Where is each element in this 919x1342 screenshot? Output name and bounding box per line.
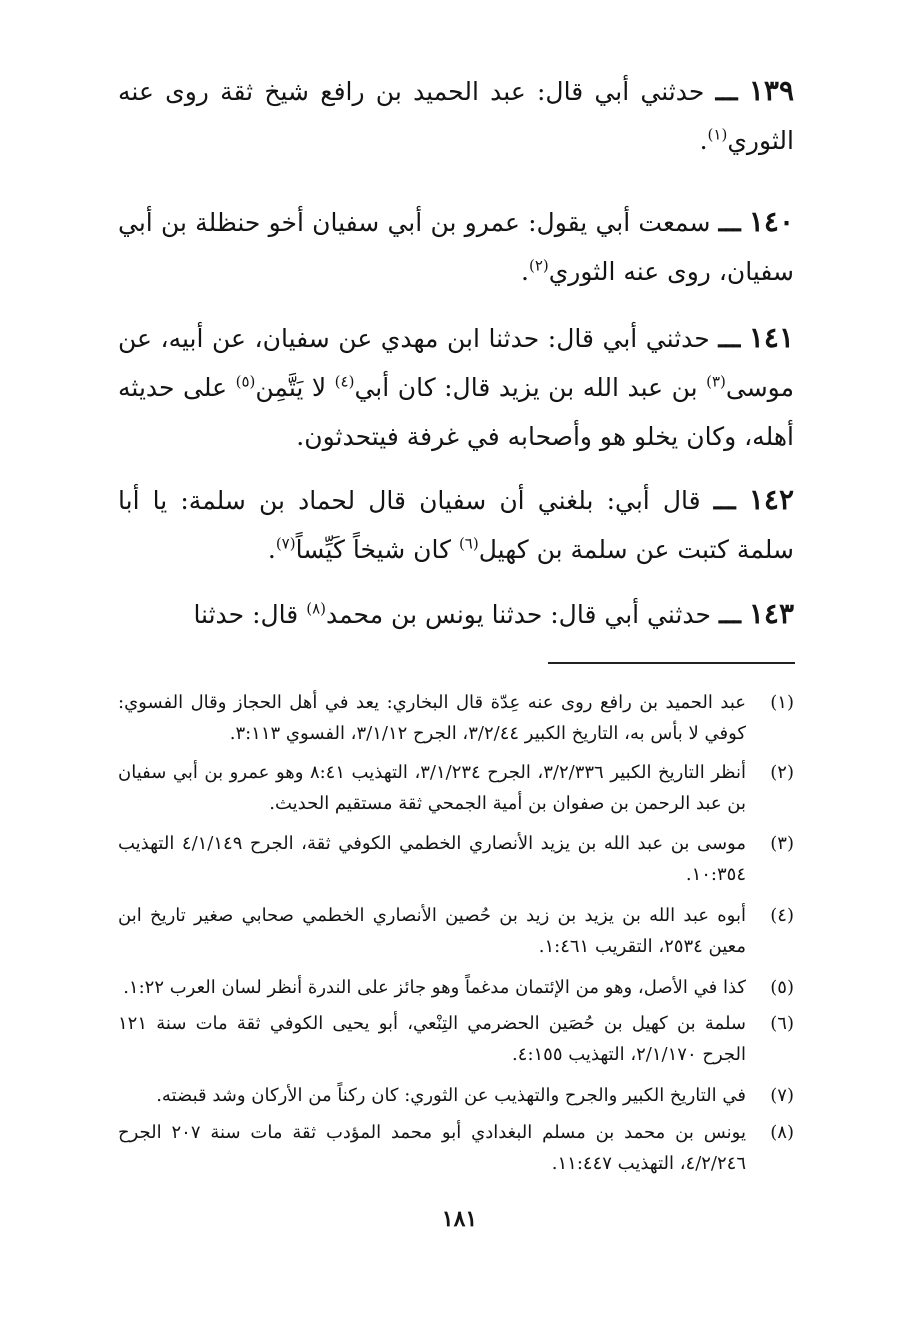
footnote-mark: (٦) [770, 1013, 794, 1034]
entry-number: ١٤٢ [748, 483, 794, 516]
footnote-separator [548, 662, 795, 664]
footnote-8 [118, 1117, 794, 1179]
footnote-mark: (٥) [770, 977, 794, 998]
footnote-2 [118, 757, 794, 819]
footnote-mark: (٧) [770, 1085, 794, 1106]
footnote-text: أبوه عبد الله بن يزيد بن زيد بن حُصين الأنصاري الخطمي صحابي صغير تاريخ ابن معين ٢٥٣٤، التقريب ١:٤٦١. [118, 905, 746, 957]
footnote-1 [118, 687, 794, 749]
entry-text: حدثني أبي قال: حدثنا يونس بن محمد [325, 600, 711, 629]
entry-141 [118, 313, 794, 461]
entry-text: حدثني أبي قال: عبد الحميد بن رافع شيخ ثقة روى عنه الثوري [118, 77, 794, 155]
entry-number: ١٣٩ [748, 74, 794, 107]
entry-number: ١٤٣ [748, 597, 794, 630]
footnote-ref: (٢) [528, 256, 549, 275]
entry-dash: ـــ [718, 324, 741, 353]
entry-text: سمعت أبي يقول: عمرو بن أبي سفيان أخو حنظلة بن أبي سفيان، روى عنه الثوري [118, 208, 794, 286]
entry-143 [118, 589, 794, 639]
footnote-ref: (٤) [334, 372, 355, 391]
footnote-mark: (٨) [770, 1122, 794, 1143]
footnote-text: كذا في الأصل، وهو من الإئتمان مدغماً وهو جائز على الندرة أنظر لسان العرب ١:٢٢. [123, 977, 746, 998]
footnote-text: أنظر التاريخ الكبير ٣/٢/٣٣٦، الجرح ٣/١/٢٣٤، التهذيب ٨:٤١ وهو عمرو بن أبي سفيان بن عبد الرحمن بن صفوان بن أمية الجمحي ثقة مستقيم الحديث. [118, 762, 746, 814]
entry-140 [118, 197, 794, 296]
footnote-6 [118, 1008, 794, 1070]
entry-number: ١٤٠ [748, 205, 795, 238]
footnote-7 [118, 1080, 794, 1111]
entry-text: حدثني أبي قال: حدثنا ابن مهدي عن سفيان، عن أبيه، عن موسى [118, 324, 794, 402]
footnote-5 [118, 972, 794, 1003]
entry-text-end: . [521, 257, 529, 286]
entry-text: قال: حدثنا [193, 600, 299, 629]
entry-142 [118, 475, 794, 574]
page-number: ١٨١ [441, 1206, 478, 1232]
footnote-3 [118, 828, 794, 890]
entry-139 [118, 66, 794, 165]
entry-text-end: . [699, 126, 708, 155]
footnote-ref: (٧) [275, 534, 296, 553]
entry-dash: ـــ [718, 208, 741, 237]
footnote-text: موسى بن عبد الله بن يزيد الأنصاري الخطمي الكوفي ثقة، الجرح ٤/١/١٤٩ التهذيب ١٠:٣٥٤. [118, 833, 746, 885]
footnote-4 [118, 900, 794, 962]
footnote-text: يونس بن محمد بن مسلم البغدادي أبو محمد المؤدب ثقة مات سنة ٢٠٧ الجرح ٤/٢/٢٤٦، التهذيب ١١:٤٤٧. [118, 1122, 746, 1174]
footnote-text: عبد الحميد بن رافع روى عنه عِدّة قال البخاري: يعد في أهل الحجاز وقال الفسوي: كوفي لا بأس به، التاريخ الكبير ٣/٢/٤٤، الجرح ٣/١/١٢، الفسوي ٣:١١٣. [118, 692, 746, 744]
footnote-mark: (٣) [770, 833, 794, 854]
footnote-ref: (٨) [306, 599, 326, 618]
entry-text: على حديثه أهله، وكان يخلو هو وأصحابه في غرفة فيتحدثون. [118, 373, 794, 451]
footnote-ref: (٥) [235, 372, 256, 391]
footnote-ref: (٣) [706, 372, 726, 391]
footnote-text: في التاريخ الكبير والجرح والتهذيب عن الثوري: كان ركناً من الأركان وشد قبضته. [156, 1085, 746, 1106]
footnote-text: سلمة بن كهيل بن حُصَين الحضرمي التِنْعي، أبو يحيى الكوفي ثقة مات سنة ١٢١ الجرح ٢/١/١٧٠، التهذيب ٤:١٥٥. [118, 1013, 746, 1065]
footnote-mark: (٢) [770, 762, 794, 783]
entry-text: كان شيخاً كَيِّساً [295, 535, 451, 564]
footnote-ref: (٦) [458, 534, 479, 553]
footnote-mark: (٤) [770, 905, 794, 926]
entry-dash: ـــ [713, 486, 736, 515]
entry-text: بن عبد الله بن يزيد قال: كان أبي [354, 373, 698, 402]
footnote-ref: (١) [707, 125, 728, 144]
entry-dash: ـــ [715, 77, 738, 106]
entry-text: قال أبي: بلغني أن سفيان قال لحماد بن سلمة: يا أبا سلمة كتبت عن سلمة بن كهيل [118, 486, 794, 564]
entry-text-end: . [267, 535, 276, 564]
entry-dash: ـــ [718, 600, 741, 629]
entry-text: لا يَتَّمِن [255, 373, 327, 402]
footnote-mark: (١) [770, 692, 794, 713]
entry-number: ١٤١ [748, 321, 794, 354]
